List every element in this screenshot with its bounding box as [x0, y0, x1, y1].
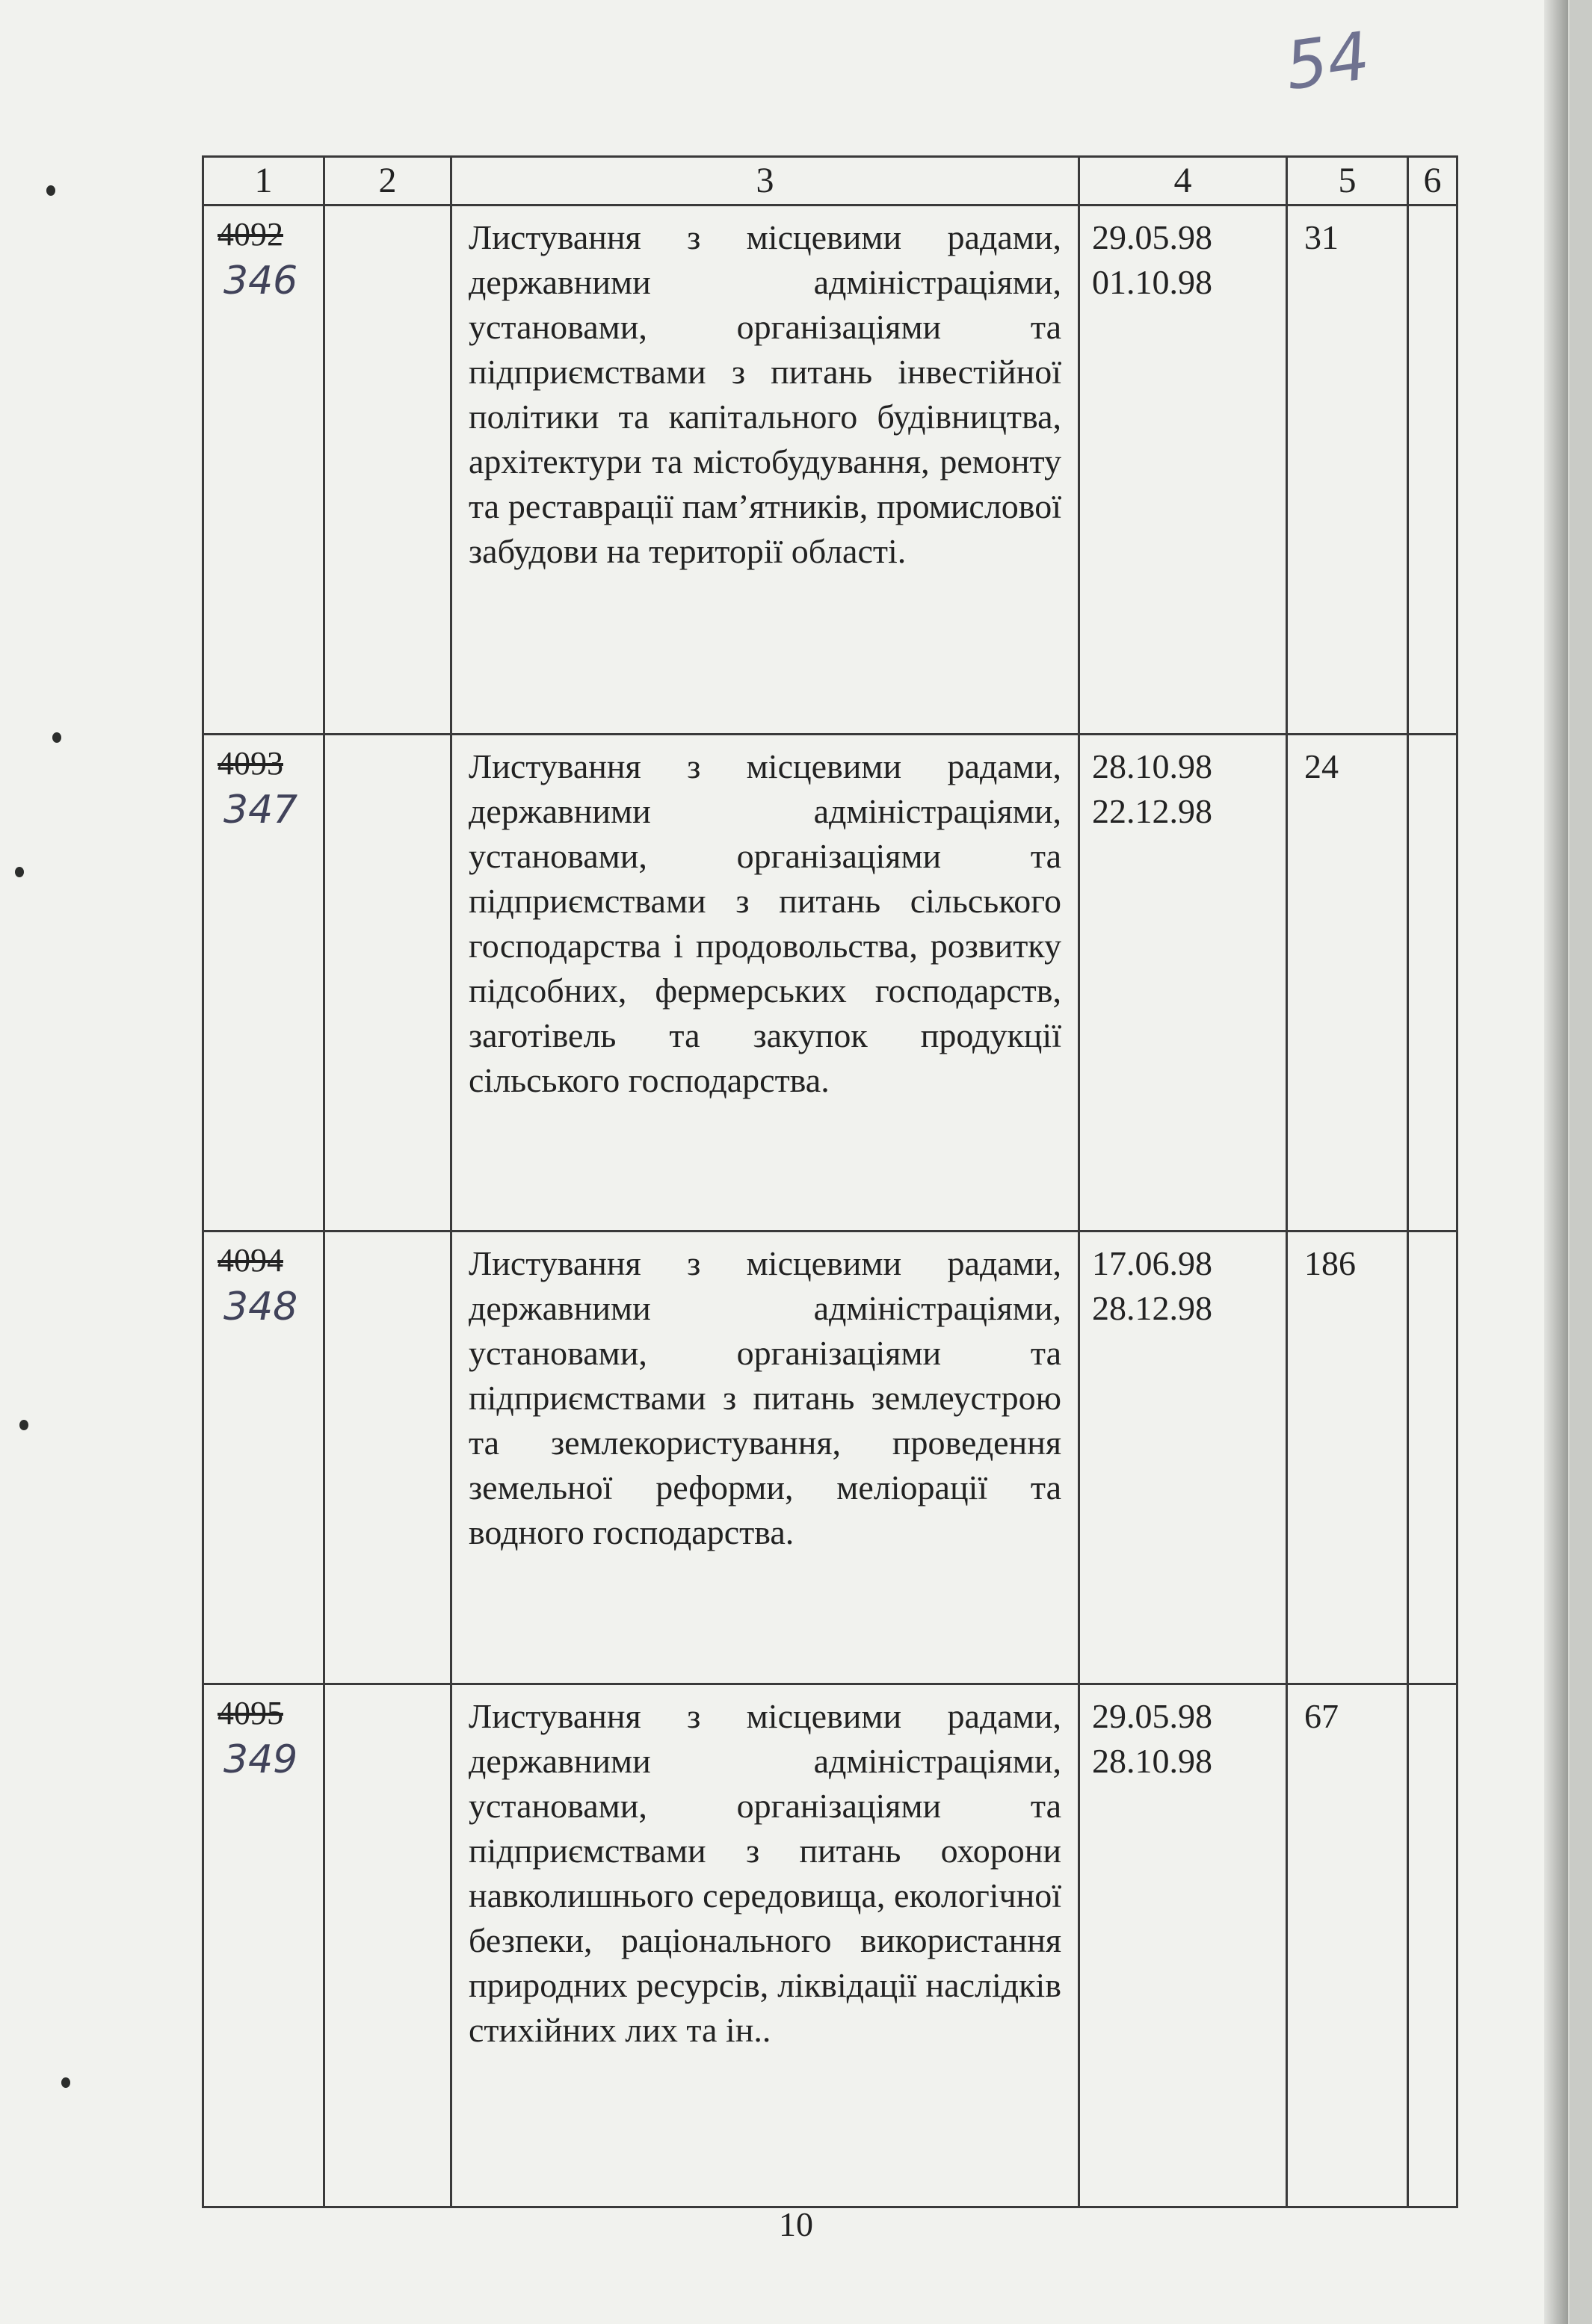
new-file-number: 346	[223, 259, 298, 303]
date-start: 29.05.98	[1092, 218, 1212, 256]
description-cell: Листування з місцевими радами, державними адміністраціями, установами, організаціями та підприємствами з питань інвестійної політики та капітального будівництва, архітектури та містобудування, ремонту та реставрації пам’ятників, промислової забудови на території області.	[451, 205, 1079, 735]
file-number-cell	[203, 1684, 324, 2207]
sheets-count-cell: 186	[1287, 1231, 1408, 1684]
column-header-1: 1	[203, 157, 324, 205]
file-number-cell	[203, 735, 324, 1231]
column-header-3: 3	[451, 157, 1079, 205]
column-header-6: 6	[1408, 157, 1457, 205]
binding-hole	[15, 867, 24, 877]
sheets-count-cell: 24	[1287, 735, 1408, 1231]
description-cell: Листування з місцевими радами, державними адміністраціями, установами, організаціями та підприємствами з питань сільського господарства і продовольства, розвитку підсобних, фермерських господарств, заготівель та закупок продукції сільського господарства.	[451, 735, 1079, 1231]
table-row	[203, 735, 1457, 1231]
table-row	[203, 1684, 1457, 2207]
new-file-number: 347	[223, 788, 298, 832]
old-file-number: 4095	[217, 1695, 283, 1731]
date-end: 28.12.98	[1092, 1289, 1212, 1327]
dates-cell	[1079, 1231, 1287, 1684]
column-header-4: 4	[1079, 157, 1287, 205]
header-row	[203, 157, 1457, 205]
date-end: 28.10.98	[1092, 1742, 1212, 1780]
column-header-5: 5	[1287, 157, 1408, 205]
description-cell: Листування з місцевими радами, державними адміністраціями, установами, організаціями та підприємствами з питань охорони навколишнього середовища, екологічної безпеки, раціонального використання природних ресурсів, ліквідації наслідків стихійних лих та ін..	[451, 1684, 1079, 2207]
col2-cell	[324, 735, 451, 1231]
col6-cell	[1408, 1684, 1457, 2207]
date-end: 22.12.98	[1092, 792, 1212, 830]
sheets-count-cell: 31	[1287, 205, 1408, 735]
new-file-number: 349	[223, 1737, 298, 1782]
dates-cell	[1079, 735, 1287, 1231]
dates-cell	[1079, 1684, 1287, 2207]
binding-hole	[52, 732, 61, 743]
table-row	[203, 1231, 1457, 1684]
binding-hole	[61, 2077, 70, 2088]
col2-cell	[324, 1684, 451, 2207]
table-row	[203, 205, 1457, 735]
file-number-cell	[203, 1231, 324, 1684]
date-start: 29.05.98	[1092, 1697, 1212, 1735]
binding-hole	[46, 185, 55, 196]
sheets-count-cell: 67	[1287, 1684, 1408, 2207]
col6-cell	[1408, 1231, 1457, 1684]
new-file-number: 348	[223, 1285, 298, 1329]
file-number-cell	[203, 205, 324, 735]
col2-cell	[324, 205, 451, 735]
date-start: 17.06.98	[1092, 1244, 1212, 1282]
page-number: 10	[779, 2205, 813, 2243]
old-file-number: 4093	[217, 745, 283, 782]
old-file-number: 4094	[217, 1242, 283, 1279]
col6-cell	[1408, 205, 1457, 735]
handwritten-sheet-number: 54	[1280, 16, 1375, 105]
column-header-2: 2	[324, 157, 451, 205]
page-edge-shadow	[1544, 0, 1568, 2324]
file-register-table	[202, 155, 1458, 2208]
binding-hole	[19, 1420, 28, 1430]
date-end: 01.10.98	[1092, 263, 1212, 301]
description-cell: Листування з місцевими радами, державними адміністраціями, установами, організаціями та підприємствами з питань землеустрою та землекористування, проведення земельної реформи, меліорації та водного господарства.	[451, 1231, 1079, 1684]
col6-cell	[1408, 735, 1457, 1231]
date-start: 28.10.98	[1092, 747, 1212, 785]
old-file-number: 4092	[217, 216, 283, 253]
col2-cell	[324, 1231, 451, 1684]
dates-cell	[1079, 205, 1287, 735]
